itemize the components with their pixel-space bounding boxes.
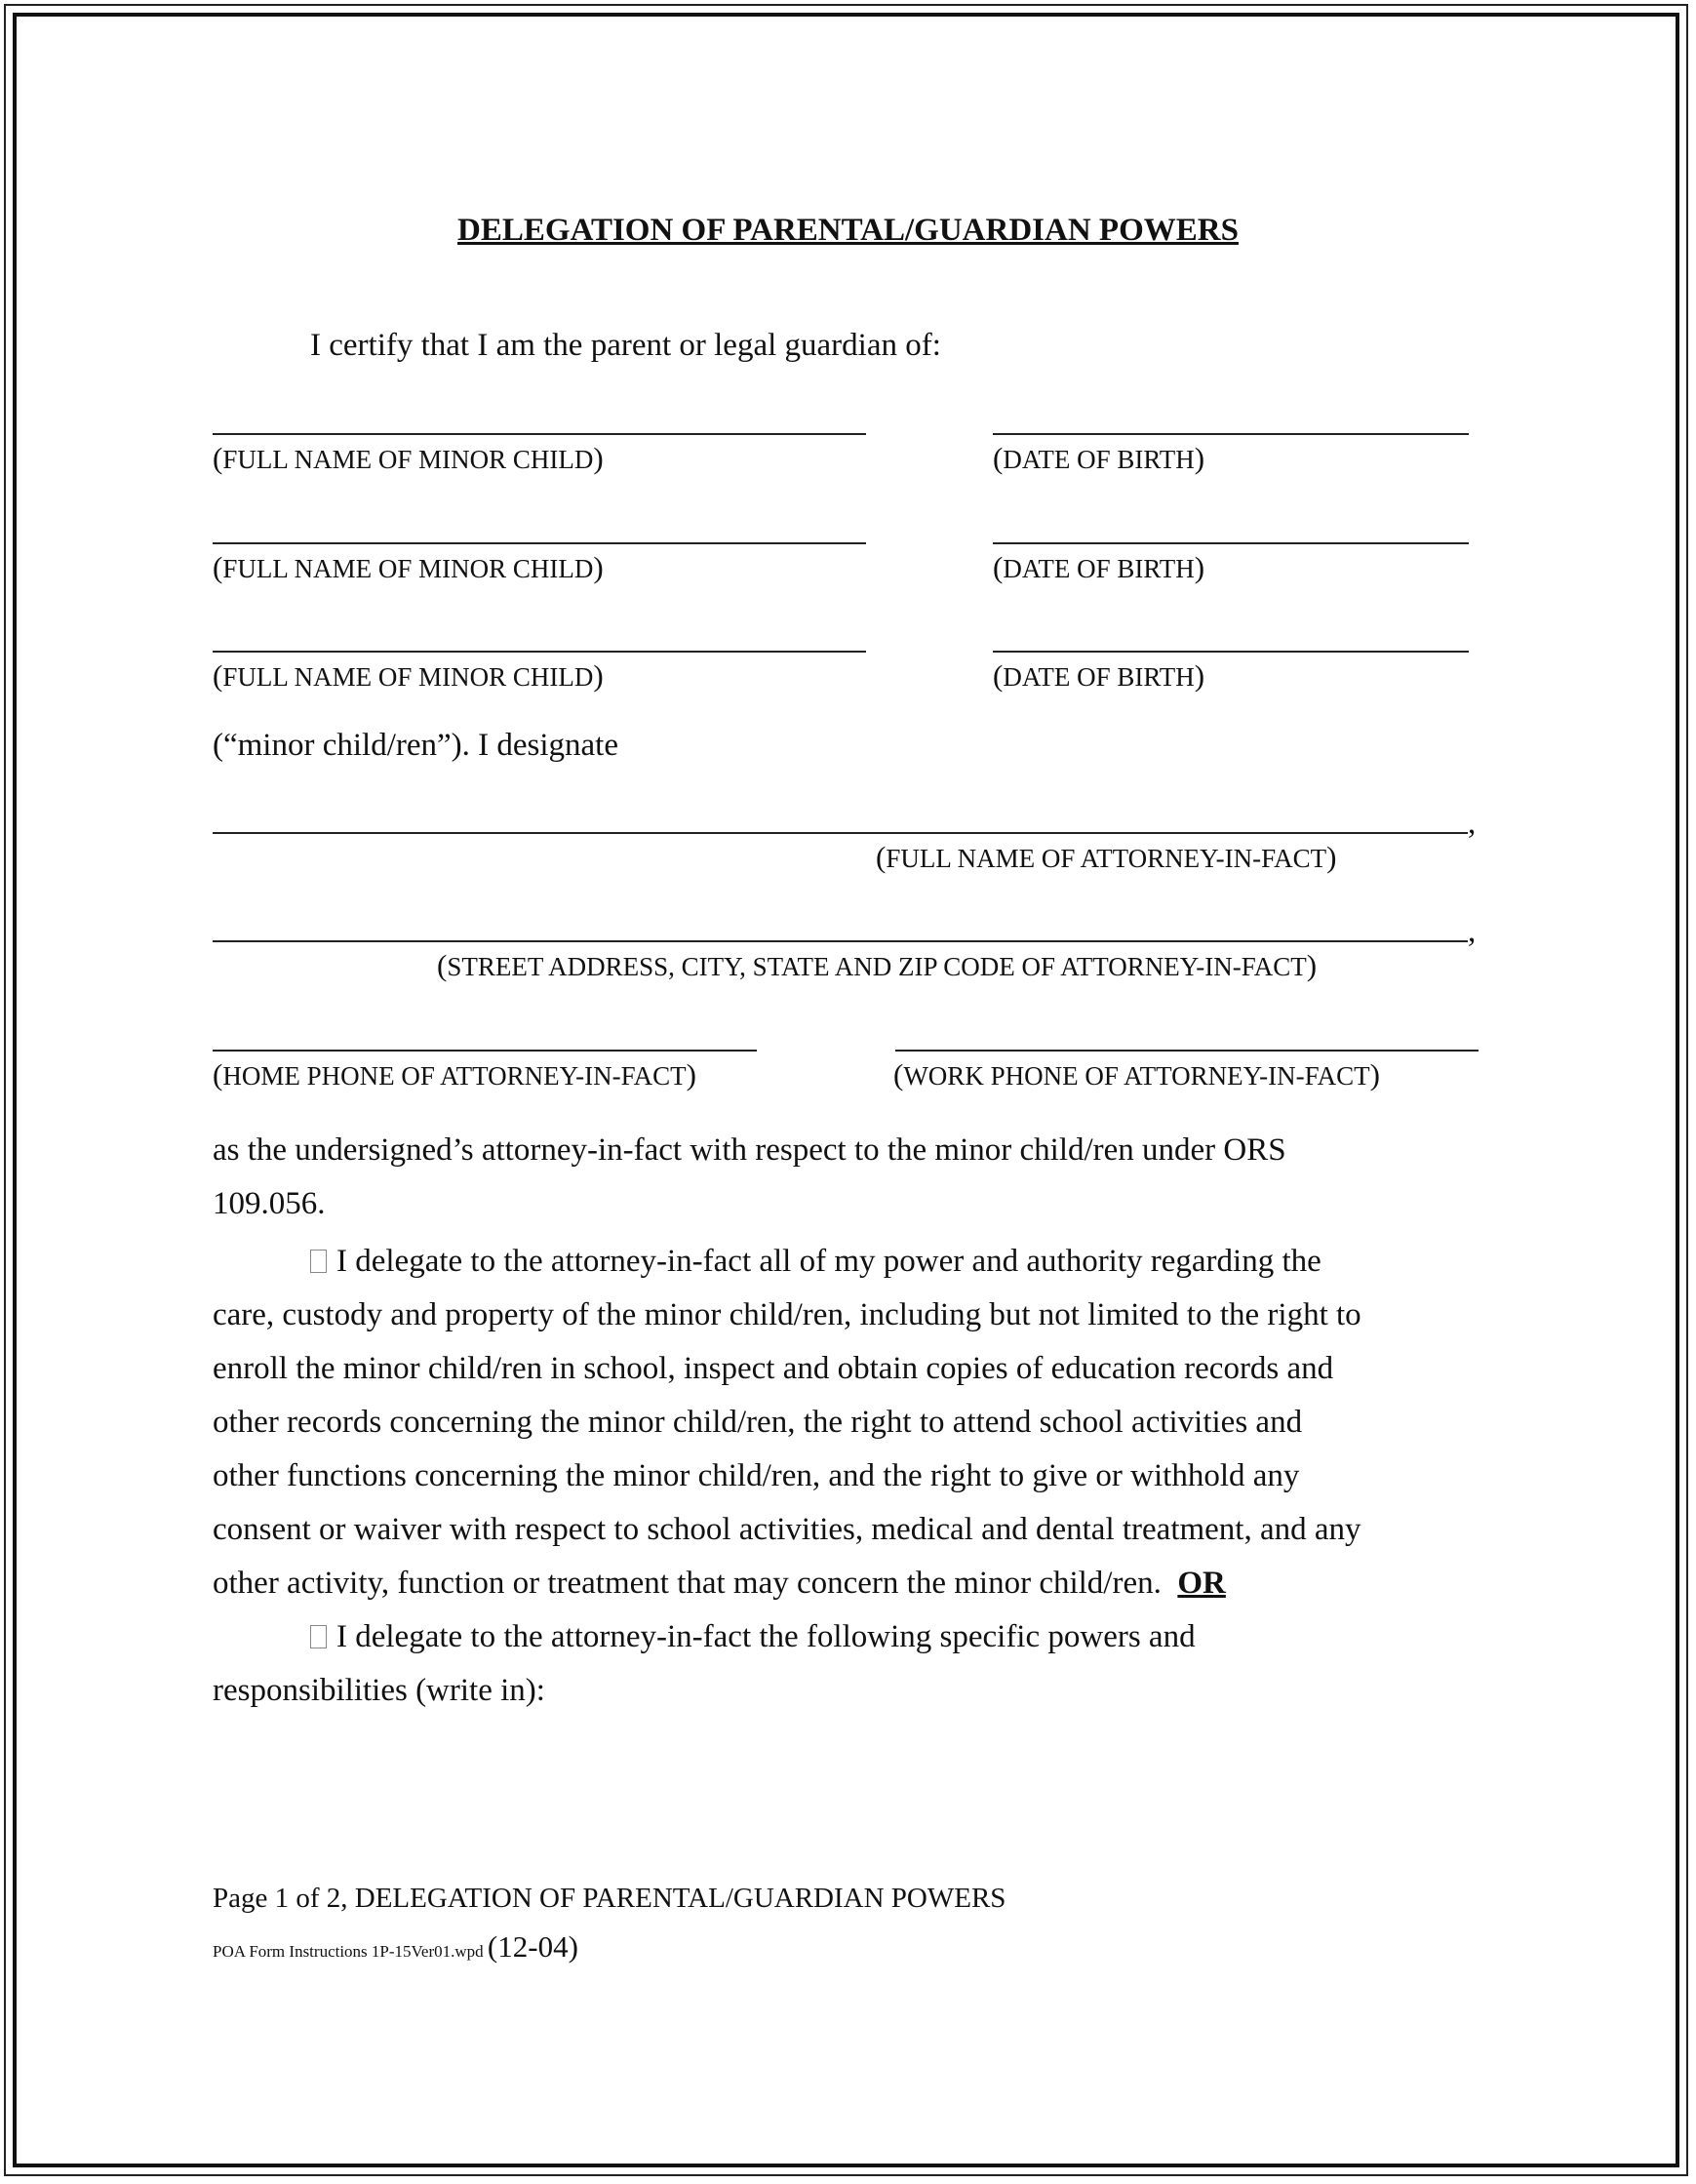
attorney-address-field[interactable] (213, 940, 1468, 942)
child-name-caption-2: (FULL NAME OF MINOR CHILD) (213, 550, 604, 584)
attorney-name-field[interactable] (213, 832, 1468, 834)
home-phone-caption: (HOME PHONE OF ATTORNEY-IN-FACT) (213, 1057, 696, 1092)
footer-file-name: POA Form Instructions 1P-15Ver01.wpd (213, 1942, 484, 1961)
child-name-label: FULL NAME OF MINOR CHILD (222, 445, 594, 474)
option1-line-text: I delegate to the attorney-in-fact all of my power and authority regarding the (336, 1244, 1321, 1279)
child-name-field-2[interactable] (213, 542, 866, 544)
attorney-name-caption: (FULL NAME OF ATTORNEY-IN-FACT) (876, 840, 1337, 874)
ors-line-1: as the undersigned’s attorney-in-fact with respect to the minor child/ren under ORS (213, 1132, 1286, 1168)
child-name-field-1[interactable] (213, 433, 866, 435)
home-phone-field[interactable] (213, 1050, 757, 1052)
attorney-address-label: STREET ADDRESS, CITY, STATE AND ZIP CODE OF ATTORNEY-IN-FACT (447, 952, 1307, 981)
option1-line-text: other activity, function or treatment that may concern the minor child/ren. (213, 1566, 1162, 1601)
option1-line: enroll the minor child/ren in school, inspect and obtain copies of education records and (213, 1351, 1334, 1386)
option2-line-text: I delegate to the attorney-in-fact the following specific powers and (336, 1619, 1196, 1654)
work-phone-caption: (WORK PHONE OF ATTORNEY-IN-FACT) (893, 1057, 1380, 1092)
specific-powers-checkbox[interactable] (310, 1625, 327, 1648)
child-name-label: FULL NAME OF MINOR CHILD (222, 554, 594, 583)
attorney-address-comma: , (1468, 914, 1477, 949)
option1-line: consent or waiver with respect to school activities, medical and dental treatment, and any (213, 1512, 1361, 1547)
or-label: OR (1177, 1566, 1226, 1601)
ors-statement (213, 1124, 1480, 1231)
child-dob-caption-2: (DATE OF BIRTH) (993, 550, 1205, 584)
option-general-powers (213, 1235, 1480, 1610)
child-dob-caption-1: (DATE OF BIRTH) (993, 441, 1205, 475)
footer-page-label: Page 1 of 2, DELEGATION OF PARENTAL/GUARDIAN POWERS (213, 1883, 1006, 1914)
work-phone-field[interactable] (895, 1050, 1479, 1052)
designate-text: (“minor child/ren”). I designate (213, 728, 618, 763)
child-dob-caption-3: (DATE OF BIRTH) (993, 658, 1205, 693)
certify-statement: I certify that I am the parent or legal guardian of: (310, 328, 941, 363)
option1-line: other records concerning the minor child/ren, the right to attend school activities and (213, 1405, 1303, 1440)
child-name-field-3[interactable] (213, 651, 866, 653)
option1-line (213, 1557, 1480, 1610)
option1-line: care, custody and property of the minor child/ren, including but not limited to the right to (213, 1297, 1361, 1332)
child-dob-field-3[interactable] (993, 651, 1469, 653)
footer-file-info (213, 1929, 578, 1965)
child-name-label: FULL NAME OF MINOR CHILD (222, 662, 594, 692)
child-name-caption-1: (FULL NAME OF MINOR CHILD) (213, 441, 604, 475)
option-specific-powers (213, 1610, 1480, 1718)
child-dob-label: DATE OF BIRTH (1003, 554, 1195, 583)
attorney-name-label: FULL NAME OF ATTORNEY-IN-FACT (886, 844, 1327, 873)
child-dob-field-1[interactable] (993, 433, 1469, 435)
work-phone-label: WORK PHONE OF ATTORNEY-IN-FACT (903, 1061, 1370, 1091)
option2-line (213, 1610, 1480, 1664)
footer-date: (12-04) (487, 1929, 578, 1964)
option1-line (213, 1235, 1480, 1289)
child-dob-label: DATE OF BIRTH (1003, 662, 1195, 692)
child-dob-field-2[interactable] (993, 542, 1469, 544)
option2-line: responsibilities (write in): (213, 1673, 545, 1708)
document-title: DELEGATION OF PARENTAL/GUARDIAN POWERS (457, 213, 1239, 248)
general-powers-checkbox[interactable] (310, 1250, 327, 1273)
attorney-name-comma: , (1468, 806, 1477, 841)
child-dob-label: DATE OF BIRTH (1003, 445, 1195, 474)
attorney-address-caption: (STREET ADDRESS, CITY, STATE AND ZIP CODE OF ATTORNEY-IN-FACT) (437, 948, 1318, 982)
option1-line: other functions concerning the minor child/ren, and the right to give or withhold any (213, 1458, 1300, 1493)
home-phone-label: HOME PHONE OF ATTORNEY-IN-FACT (222, 1061, 687, 1091)
child-name-caption-3: (FULL NAME OF MINOR CHILD) (213, 658, 604, 693)
ors-line-2: 109.056. (213, 1186, 326, 1221)
